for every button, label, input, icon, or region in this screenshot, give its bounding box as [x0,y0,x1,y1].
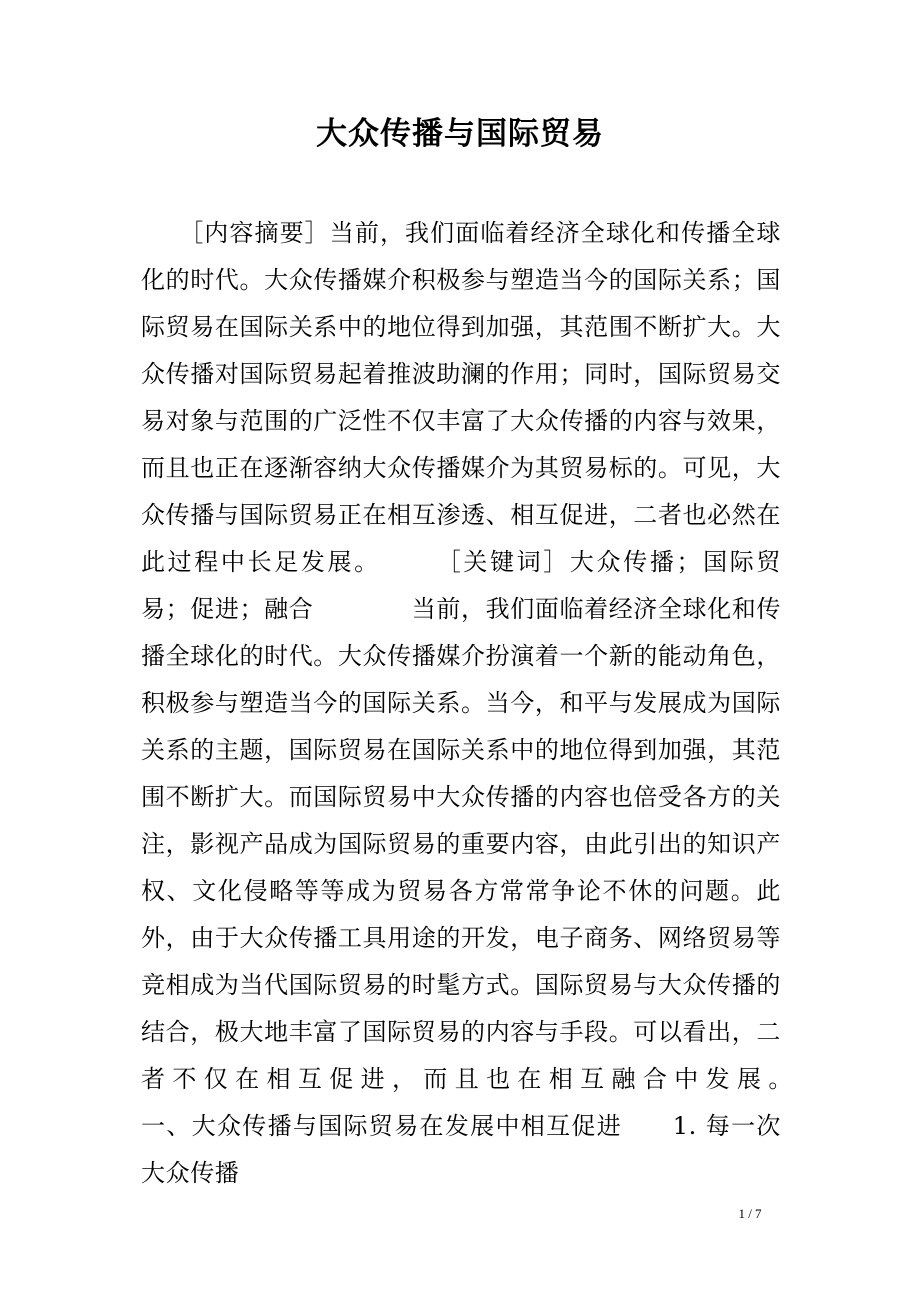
document-title: 大众传播与国际贸易 [316,116,604,152]
body-paragraph: ［内容摘要］当前，我们面临着经济全球化和传播全球化的时代。大众传播媒介积极参与塑造当今的国际关系；国际贸易在国际关系中的地位得到加强，其范围不断扩大。大众传播对国际贸易起着推波助澜的作用；同时，国际贸易交易对象与范围的广泛性不仅丰富了大众传播的内容与效果，而且也正在逐渐容纳大众传播媒介为其贸易标的。可见，大众传播与国际贸易正在相互渗透、相互促进，二者也必然在此过程中长足发展。 ［关键词］大众传播；国际贸易；促进；融合 当前，我们面临着经济全球化和传播全球化的时代。大众传播媒介扮演着一个新的能动角色，积极参与塑造当今的国际关系。当今，和平与发展成为国际关系的主题，国际贸易在国际关系中的地位得到加强，其范围不断扩大。而国际贸易中大众传播的内容也倍受各方的关注，影视产品成为国际贸易的重要内容，由此引出的知识产权、文化侵略等等成为贸易各方常常争论不休的问题。此外，由于大众传播工具用途的开发，电子商务、网络贸易等竞相成为当代国际贸易的时髦方式。国际贸易与大众传播的结合，极大地丰富了国际贸易的内容与手段。可以看出，二者不仅在相互促进，而且也在相互融合中发展。 一、大众传播与国际贸易在发展中相互促进 1. 每一次大众传播 [141,219,880,1187]
page-number: 1 / 7 [738,1206,762,1221]
